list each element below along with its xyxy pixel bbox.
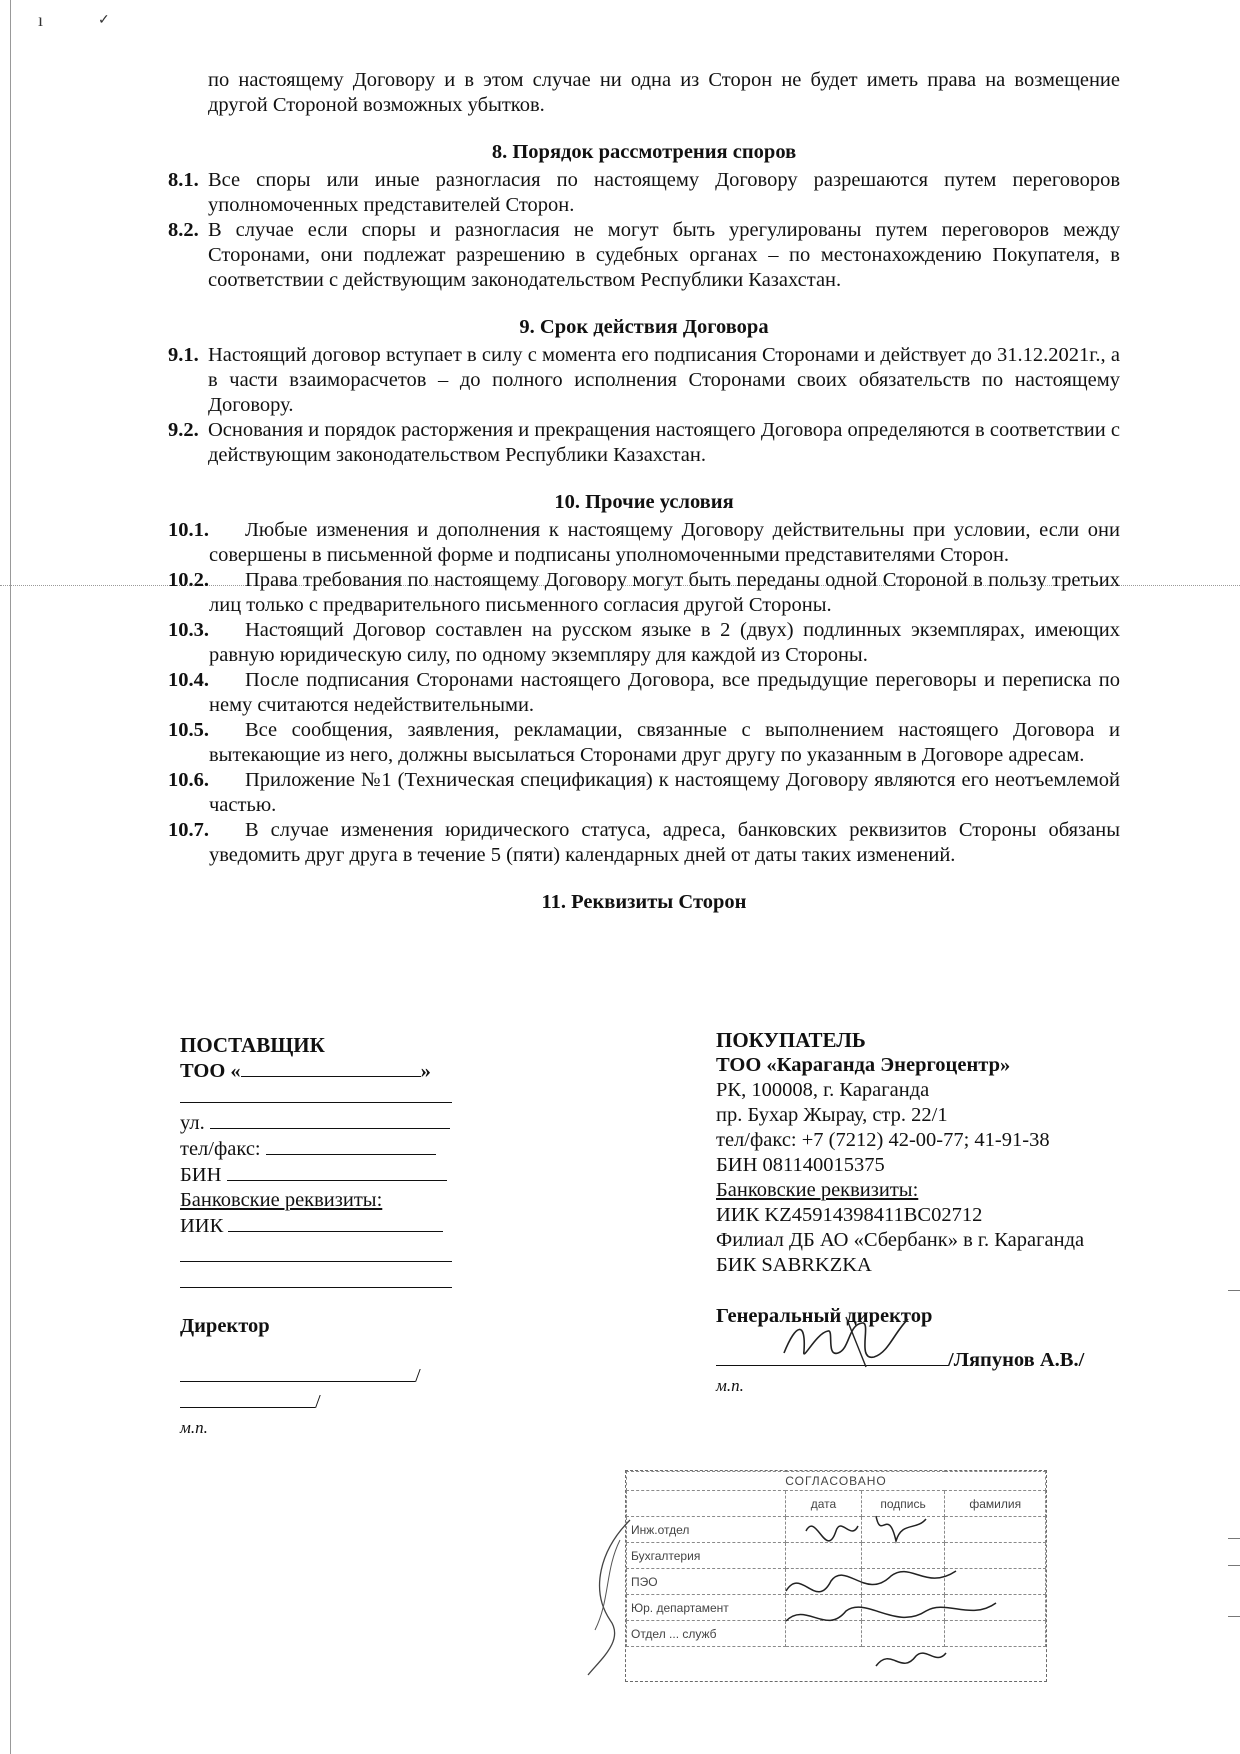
buyer-header: ПОКУПАТЕЛЬ (716, 1028, 866, 1052)
clause-text: В случае если споры и разногласия не могут быть урегулированы путем переговоров между Сторонами, они подлежат разрешению в судебных органах – по местонахождению Покупателя, в соответствии с действующим законодательством Республики Казахстан. (208, 219, 1120, 291)
clause-number: 8.1. (168, 169, 199, 191)
supplier-street (180, 1110, 480, 1136)
org-prefix: ТОО « (180, 1060, 241, 1082)
buyer-line: БИН 081140015375 (716, 1154, 885, 1176)
approval-title: СОГЛАСОВАНО (627, 1472, 1046, 1491)
contract-body (168, 68, 1120, 918)
supplier-iik (180, 1213, 480, 1239)
clause-text: После подписания Сторонами настоящего Договора, все предыдущие переговоры и переписка по нему считаются недействительными. (209, 669, 1120, 716)
department-label: Отдел ... служб (627, 1621, 786, 1647)
clause-text: Права требования по настоящему Договору могут быть переданы одной Стороной в пользу третьих лиц только с предварительного письменного согласия другой Стороны. (209, 569, 1120, 616)
clause-10-2 (168, 568, 1120, 618)
clause-number: 10.5. (168, 719, 209, 741)
buyer-line: пр. Бухар Жырау, стр. 22/1 (716, 1104, 948, 1126)
section-8-title: 8. Порядок рассмотрения споров (491, 141, 797, 163)
blank-line (180, 1084, 452, 1103)
margin-mark (1228, 1290, 1240, 1291)
name-blank (180, 1389, 315, 1408)
clause-text: Все споры или иные разногласия по настоящему Договору разрешаются путем переговоров уполномоченных представителей Сторон. (208, 169, 1120, 216)
phone-blank (266, 1136, 436, 1155)
approval-stamp (625, 1470, 1047, 1682)
slash: / (315, 1391, 321, 1413)
buyer-director-label: Генеральный директор (716, 1305, 933, 1327)
buyer-details (716, 1028, 1136, 1398)
clause-number: 10.3. (168, 619, 209, 641)
supplier-bank-label: Банковские реквизиты: (180, 1189, 383, 1211)
margin-scribble (570, 1510, 650, 1680)
tick-mark: ✓ (98, 13, 110, 28)
buyer-bank-line: БИК SABRKZKA (716, 1254, 872, 1276)
supplier-details (180, 1033, 480, 1440)
clause-number: 10.1. (168, 519, 209, 541)
margin-mark (1228, 1538, 1240, 1539)
department-label: Юр. департамент (627, 1595, 786, 1621)
buyer-stamp-place: м.п. (716, 1376, 744, 1395)
blank-line (180, 1243, 452, 1262)
clause-text: Все сообщения, заявления, рекламации, связанные с выполнением настоящего Договора и вытекающие из него, должны высылаться Сторонами друг другу по указанным в Договоре адресам. (209, 719, 1120, 766)
clause-8-2 (168, 218, 1120, 293)
supplier-org (180, 1058, 480, 1084)
clause-text: Настоящий договор вступает в силу с момента его подписания Сторонами и действует до 31.12.2021г., а в части взаиморасчетов – до полного исполнения Сторонами своих обязательств по настоящему Договору. (208, 344, 1120, 416)
supplier-bin (180, 1162, 480, 1188)
scan-mark: ı (38, 10, 44, 30)
clause-10-5 (168, 718, 1120, 768)
clause-text: В случае изменения юридического статуса, адреса, банковских реквизитов Стороны обязаны уведомить друг друга в течение 5 (пяти) календарных дней от даты таких изменений. (209, 819, 1120, 866)
handwritten-signature (776, 1313, 916, 1371)
supplier-signature-line (180, 1363, 480, 1415)
phone-label: тел/факс: (180, 1138, 261, 1160)
column-header: подпись (861, 1491, 945, 1517)
clause-text: Настоящий Договор составлен на русском языке в 2 (двух) подлинных экземплярах, имеющих равную юридическую силу, по одному экземпляру для каждой из Стороны. (209, 619, 1120, 666)
section-9-title: 9. Срок действия Договора (519, 316, 769, 338)
department-label: ПЭО (627, 1569, 786, 1595)
buyer-bank-line: Филиал ДБ АО «Сбербанк» в г. Караганда (716, 1229, 1085, 1251)
clause-10-7 (168, 818, 1120, 868)
clause-text: Любые изменения и дополнения к настоящему Договору действительны при условии, если они совершены в письменной форме и подписаны уполномоченными представителями Сторон. (209, 519, 1120, 566)
buyer-bank-line: ИИК KZ45914398411BC02712 (716, 1204, 983, 1226)
buyer-org: ТОО «Караганда Энергоцентр» (716, 1054, 1011, 1076)
clause-10-1 (168, 518, 1120, 568)
section-10-title: 10. Прочие условия (554, 491, 734, 513)
buyer-line: тел/факс: +7 (7212) 42-00-77; 41-91-38 (716, 1129, 1050, 1151)
clause-10-3 (168, 618, 1120, 668)
clause-number: 10.7. (168, 819, 209, 841)
supplier-phone (180, 1136, 480, 1162)
buyer-line: РК, 100008, г. Караганда (716, 1079, 930, 1101)
clause-number: 10.2. (168, 569, 209, 591)
clause-10-6 (168, 768, 1120, 818)
margin-mark (1228, 1616, 1240, 1617)
clause-9-1 (168, 343, 1120, 418)
intro-paragraph: по настоящему Договору и в этом случае ни одна из Сторон не будет иметь права на возмещение другой Стороной возможных убытков. (208, 69, 1120, 116)
buyer-bank-label: Банковские реквизиты: (716, 1179, 919, 1201)
supplier-director-label: Директор (180, 1315, 270, 1337)
street-label: ул. (180, 1112, 205, 1134)
section-11-title: 11. Реквизиты Сторон (541, 891, 747, 913)
column-header: фамилия (945, 1491, 1046, 1517)
clause-number: 9.1. (168, 344, 199, 366)
blank-line (180, 1269, 452, 1288)
scan-edge-line (10, 0, 11, 1754)
clause-10-4 (168, 668, 1120, 718)
slash: / (415, 1365, 421, 1387)
department-label: Инж.отдел (627, 1517, 786, 1543)
clause-text: Приложение №1 (Техническая спецификация) к настоящему Договору являются его неотъемлемой частью. (209, 769, 1120, 816)
street-blank (210, 1110, 450, 1129)
iik-blank (228, 1213, 443, 1232)
org-name-blank (241, 1058, 421, 1077)
column-header: дата (786, 1491, 861, 1517)
clause-number: 10.6. (168, 769, 209, 791)
clause-9-2 (168, 418, 1120, 468)
clause-8-1 (168, 168, 1120, 218)
clause-number: 10.4. (168, 669, 209, 691)
iik-label: ИИК (180, 1215, 224, 1237)
buyer-signature-line (716, 1347, 1136, 1373)
bin-blank (227, 1162, 447, 1181)
org-suffix: » (420, 1060, 431, 1082)
approval-signatures (626, 1471, 1046, 1681)
clause-number: 9.2. (168, 419, 199, 441)
clause-number: 8.2. (168, 219, 199, 241)
clause-text: Основания и порядок расторжения и прекращения настоящего Договора определяются в соответствии с действующим законодательством Республики Казахстан. (208, 419, 1120, 466)
department-label: Бухгалтерия (627, 1543, 786, 1569)
signature-blank (180, 1363, 415, 1382)
margin-mark (1228, 1565, 1240, 1566)
signer-name: /Ляпунов А.В./ (948, 1349, 1085, 1371)
supplier-stamp-place: м.п. (180, 1418, 208, 1437)
supplier-header: ПОСТАВЩИК (180, 1033, 325, 1057)
bin-label: БИН (180, 1164, 222, 1186)
